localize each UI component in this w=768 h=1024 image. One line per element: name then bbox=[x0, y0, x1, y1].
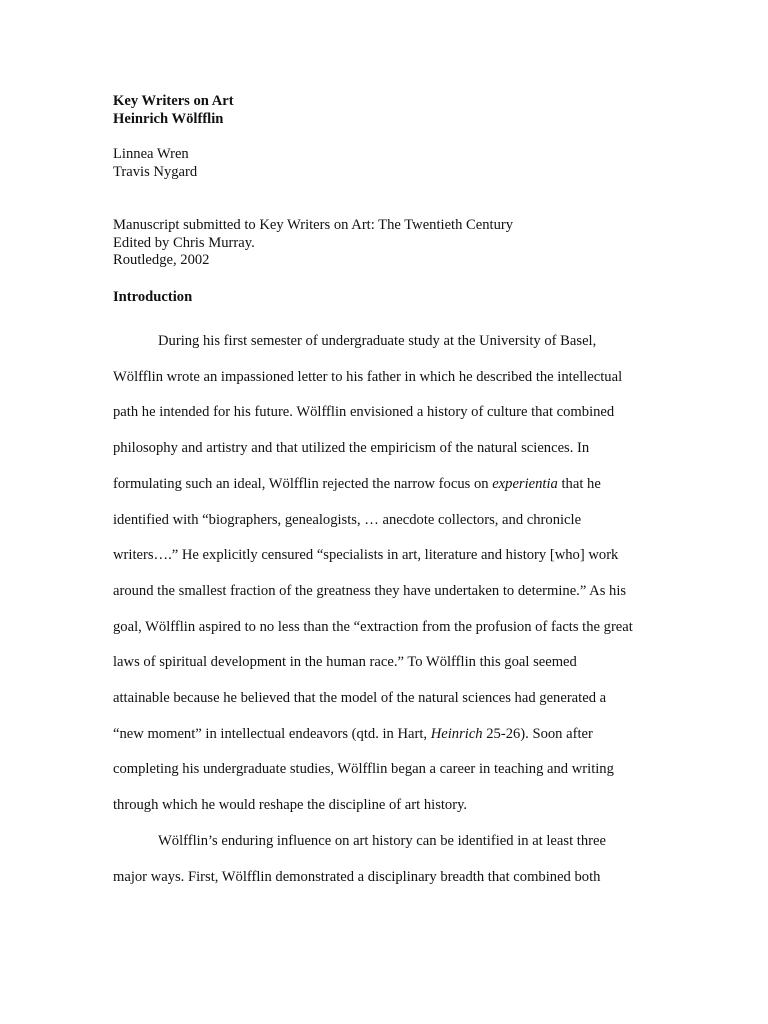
author-name: Linnea Wren bbox=[113, 146, 189, 162]
text-span: 25-26). Soon after bbox=[482, 725, 593, 742]
paragraph-line bbox=[113, 467, 658, 503]
text-span: formulating such an ideal, Wölfflin rejected the narrow focus on bbox=[113, 475, 493, 492]
paragraph-line: goal, Wölfflin aspired to no less than the “extraction from the profusion of facts the great bbox=[113, 618, 633, 635]
paragraph-line: laws of spiritual development in the human race.” To Wölfflin this goal seemed bbox=[113, 654, 577, 671]
paragraph-line: through which he would reshape the discipline of art history. bbox=[113, 797, 468, 814]
manuscript-line: Manuscript submitted to Key Writers on Art: The Twentieth Century bbox=[113, 217, 514, 233]
paragraph-line: Wölfflin wrote an impassioned letter to his father in which he described the intellectual bbox=[113, 368, 623, 385]
manuscript-line: Edited by Chris Murray. bbox=[113, 234, 255, 251]
manuscript-line: Routledge, 2002 bbox=[113, 252, 210, 268]
title-block bbox=[113, 93, 658, 128]
text-span: “new moment” in intellectual endeavors (qtd. in Hart, bbox=[113, 725, 431, 742]
paragraph-line: attainable because he believed that the model of the natural sciences had generated a bbox=[113, 690, 607, 707]
author-name: Travis Nygard bbox=[113, 163, 198, 180]
subject-title: Heinrich Wölfflin bbox=[113, 110, 224, 127]
text-span: that he bbox=[557, 475, 601, 492]
paragraph-line: completing his undergraduate studies, Wölfflin began a career in teaching and writing bbox=[113, 761, 614, 778]
italic-title: Heinrich bbox=[430, 725, 483, 742]
paragraph-line: path he intended for his future. Wölfflin envisioned a history of culture that combined bbox=[113, 404, 615, 421]
paragraph-line: around the smallest fraction of the greatness they have undertaken to determine.” As his bbox=[113, 582, 627, 599]
authors-block bbox=[113, 146, 658, 181]
italic-term: experientia bbox=[492, 475, 558, 492]
paragraph-line: Wölfflin’s enduring influence on art history can be identified in at least three bbox=[158, 832, 606, 849]
paragraph-line: major ways. First, Wölfflin demonstrated a disciplinary breadth that combined both bbox=[113, 868, 601, 885]
paragraph-line: writers….” He explicitly censured “specialists in art, literature and history [who] work bbox=[113, 547, 619, 564]
section-heading: Introduction bbox=[113, 289, 193, 305]
manuscript-info bbox=[113, 217, 658, 270]
paragraph-line bbox=[113, 717, 658, 753]
paragraph-line: identified with “biographers, genealogists, … anecdote collectors, and chronicle bbox=[113, 511, 582, 528]
paragraph-line: During his first semester of undergraduate study at the University of Basel, bbox=[158, 333, 597, 349]
paragraph-line: philosophy and artistry and that utilized the empiricism of the natural sciences. In bbox=[113, 440, 590, 457]
series-title: Key Writers on Art bbox=[113, 93, 234, 109]
body-text bbox=[113, 324, 658, 895]
